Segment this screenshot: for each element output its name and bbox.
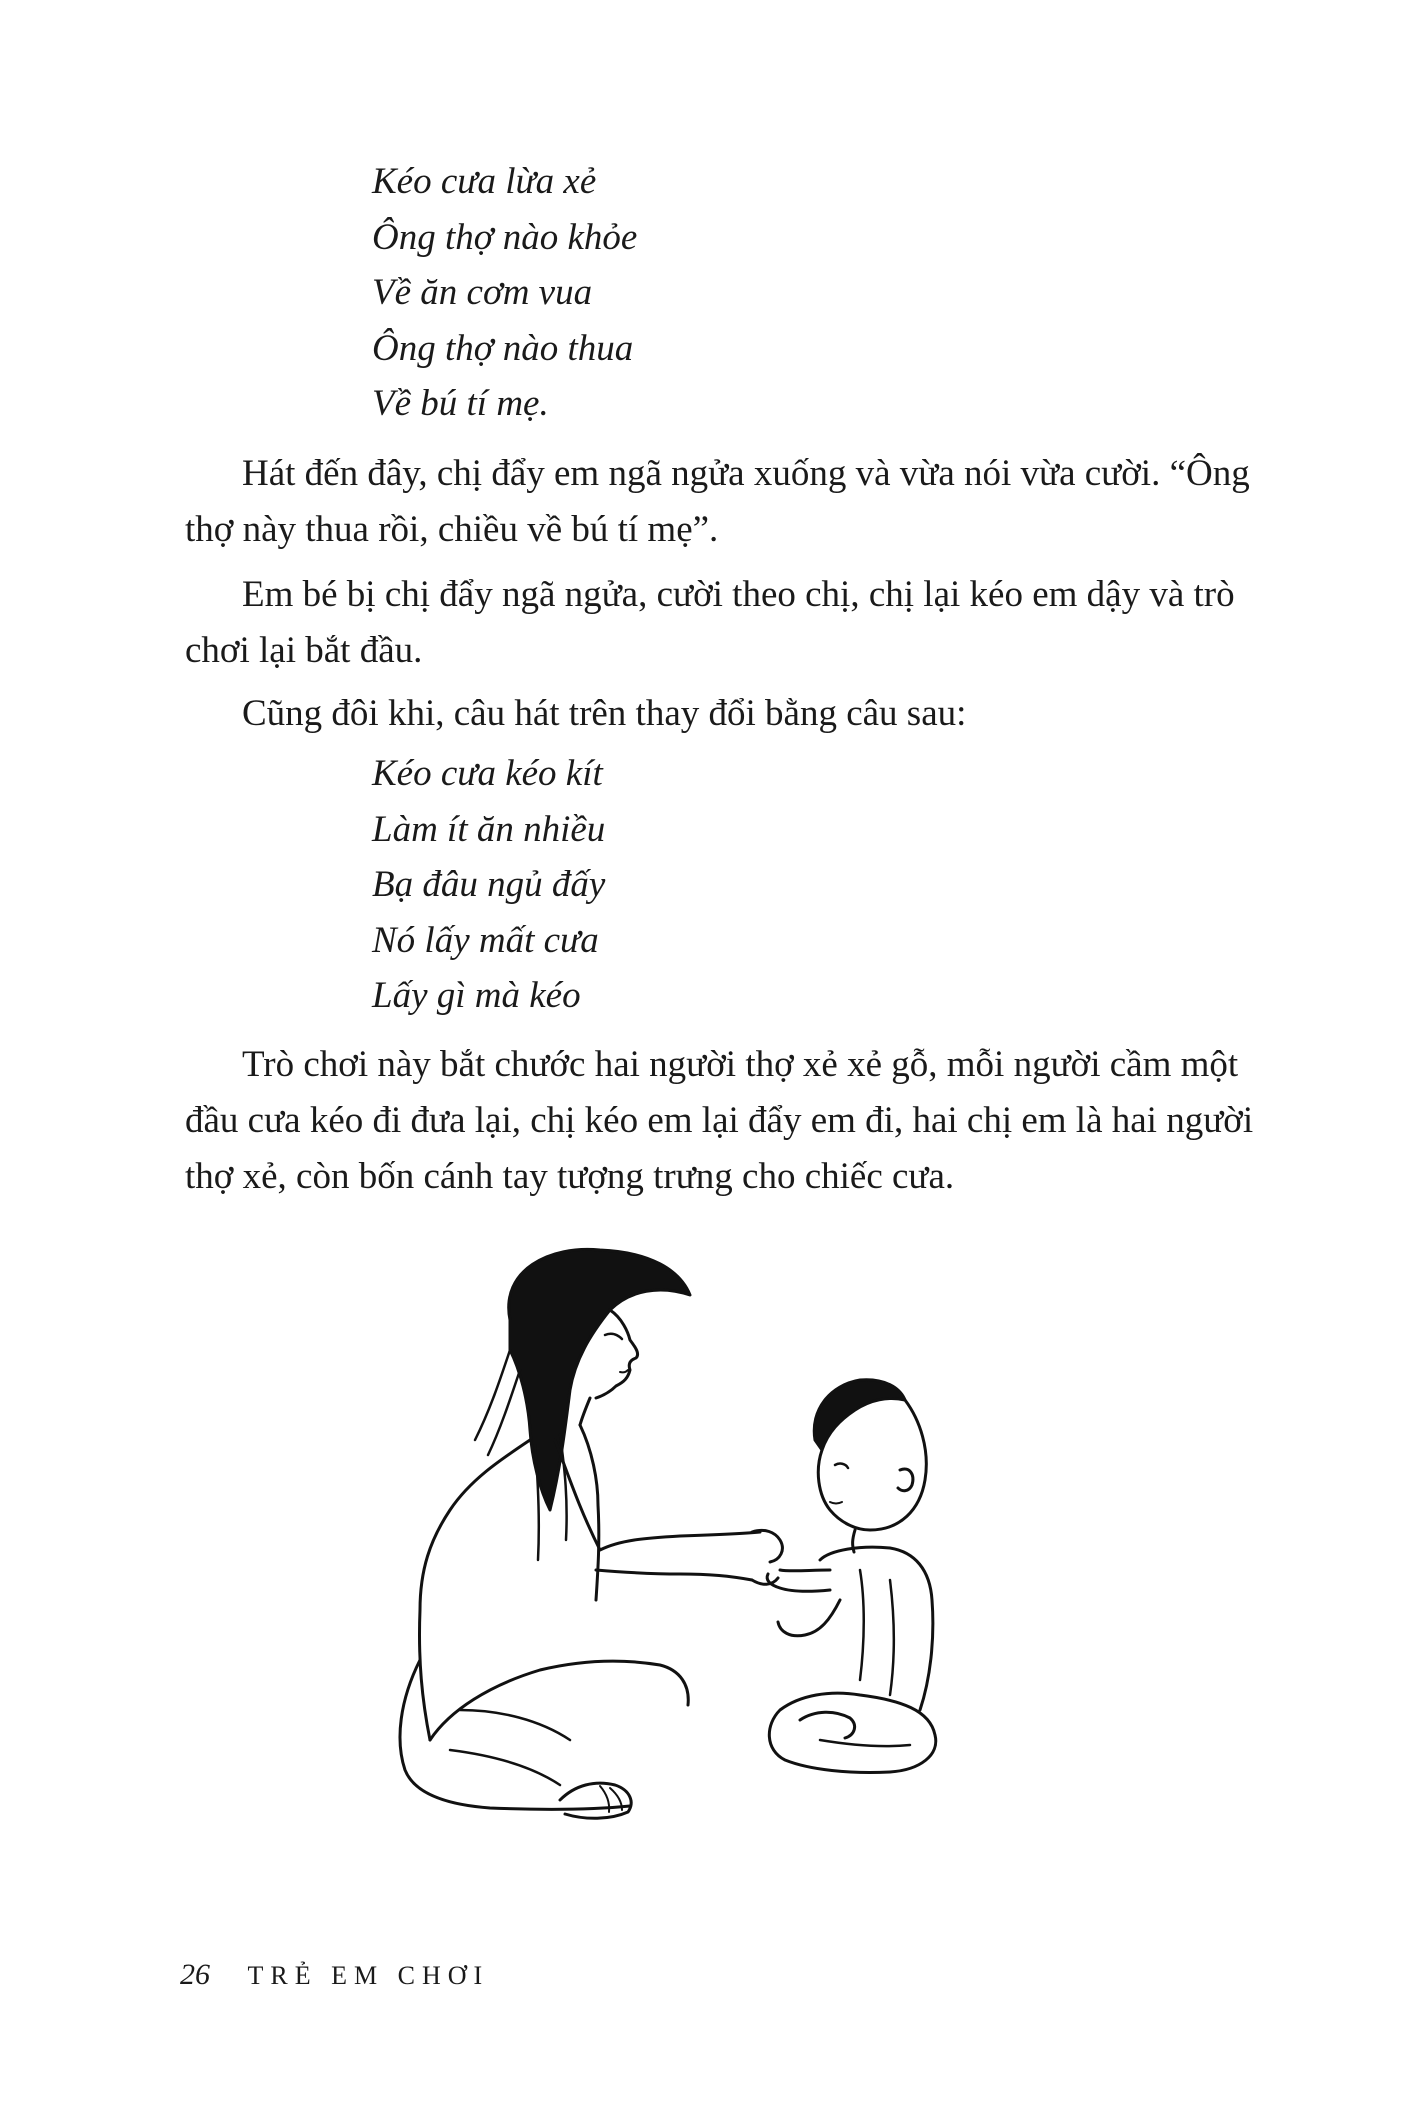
poem-first — [372, 154, 637, 432]
child-ear — [898, 1469, 913, 1491]
paragraph-4 — [185, 1037, 1255, 1205]
running-title: TRẺ EM CHƠI — [247, 1961, 490, 1990]
sister-face — [596, 1310, 638, 1398]
sister-forearm — [596, 1570, 752, 1580]
poem-line: Kéo cưa kéo kít — [372, 753, 603, 794]
poem-line: Làm ít ăn nhiều — [372, 808, 606, 850]
paragraph-2 — [185, 567, 1255, 679]
poem-line: Kéo cưa lừa xẻ — [372, 161, 597, 202]
sister-skirt-fold — [450, 1710, 570, 1785]
sister-and-child-illustration-icon — [360, 1240, 1060, 1880]
poem-line: Nó lấy mất cưa — [372, 919, 599, 961]
page-footer — [180, 1958, 489, 1992]
sister-eye — [605, 1334, 622, 1339]
poem-line: Về bú tí mẹ. — [372, 383, 549, 424]
child-arm-lower — [778, 1600, 840, 1636]
child-leg-fold — [820, 1740, 910, 1746]
paragraph-3-text: Cũng đôi khi, câu hát trên thay đổi bằng câu sau: — [242, 693, 967, 734]
sister-lap — [430, 1661, 688, 1740]
sister-mouth — [620, 1370, 628, 1372]
poem-line: Ông thợ nào thua — [372, 327, 634, 369]
poem-line: Bạ đâu ngủ đấy — [372, 864, 606, 905]
poem-line: Lấy gì mà kéo — [372, 975, 581, 1016]
child-foot — [800, 1712, 855, 1738]
child-hair — [814, 1380, 905, 1450]
sister-upper-arm — [555, 1440, 760, 1550]
sister-hair-strands — [475, 1350, 520, 1455]
paragraph-1-text: Hát đến đây, chị đẩy em ngã ngửa xuống và vừa nói vừa cười. “Ông thợ này thua rồi, chiều về bú tí mẹ”. — [185, 453, 1250, 550]
child-shirt-fold — [860, 1570, 894, 1695]
paragraph-3 — [185, 686, 1255, 742]
page-number: 26 — [180, 1958, 210, 1991]
child-eye — [835, 1464, 848, 1468]
child-torso — [820, 1547, 933, 1710]
paragraph-1 — [185, 446, 1255, 558]
sister-back — [419, 1440, 530, 1740]
sister-neck — [580, 1398, 590, 1425]
paragraph-2-text: Em bé bị chị đẩy ngã ngửa, cười theo chị, chị lại kéo em dậy và trò chơi lại bắt đầu. — [185, 574, 1235, 671]
poem-line: Ông thợ nào khỏe — [372, 216, 638, 258]
poem-second — [372, 746, 605, 1024]
child-mouth — [830, 1502, 842, 1504]
paragraph-4-text: Trò chơi này bắt chước hai người thợ xẻ xẻ gỗ, mỗi người cầm một đầu cưa kéo đi đưa lại, chị kéo em lại đẩy em đi, hai chị em là hai người thợ xẻ, còn bốn cánh tay tượng trưng cho chiếc cưa. — [185, 1044, 1254, 1197]
poem-line: Về ăn cơm vua — [372, 272, 593, 313]
